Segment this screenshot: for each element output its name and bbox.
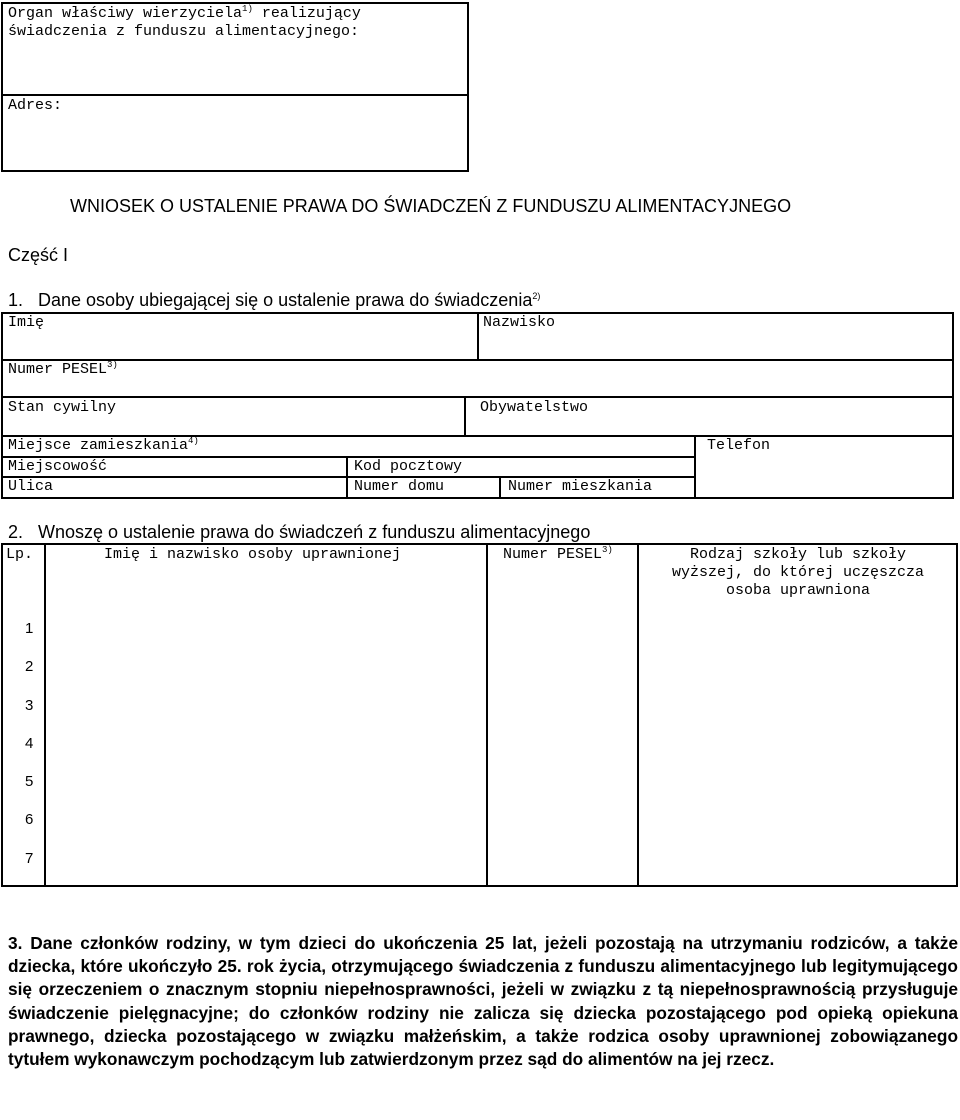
row-divider-1 <box>1 359 954 361</box>
row-divider-2 <box>1 396 954 398</box>
form-title: WNIOSEK O USTALENIE PRAWA DO ŚWIADCZEŃ Z FUNDUSZU ALIMENTACYJNEGO <box>70 196 792 216</box>
apartment-number-label: Numer mieszkania <box>508 478 653 495</box>
row-number: 2 <box>25 658 34 675</box>
row-number: 7 <box>25 850 34 867</box>
phone-label: Telefon <box>707 437 771 454</box>
col-header-school-1: Rodzaj szkoły lub szkoły <box>689 546 907 563</box>
marital-status-label: Stan cywilny <box>8 399 117 416</box>
pesel-label: Numer PESEL$^{3)}$ <box>8 360 118 378</box>
organ-box-divider <box>1 94 469 96</box>
col-header-school-3: osoba uprawniona <box>725 582 871 599</box>
section2-heading: 2. Wnoszę o ustalenie prawa do świadczeń z funduszu alimentacyjnego <box>8 522 591 542</box>
part-label: Część I <box>8 245 69 265</box>
row-number: 3 <box>25 697 34 714</box>
section3-paragraph: 3. Dane członków rodziny, w tym dzieci do ukończenia 25 lat, jeżeli pozostają na utrzymaniu rodziców, a także dziecka, które ukończyło 25. rok życia, otrzymującego świadczenia z funduszu alimentacyjnego lub legitymującego się orzeczeniem o znacznym stopniu niepełnosprawności, jeżeli w związku z tą niepełnosprawnością przysługuje świadczenie pielęgnacyjne; do członków rodziny nie zalicza się dziecka pozostającego pod opieką opiekuna prawnego, dziecka pozostającego w związku małżeńskim, a także rodzica osoby uprawnionej zobowiązanego tytułem wykonawczym pochodzącym lub zatwierdzonym przez sąd do alimentów na jej rzecz. <box>8 933 958 1070</box>
row-number: 6 <box>25 811 34 828</box>
postal-divider <box>346 456 348 499</box>
phone-divider <box>694 435 696 499</box>
citizenship-label: Obywatelstwo <box>480 399 589 416</box>
apartment-divider <box>499 476 501 499</box>
col-header-name: Imię i nazwisko osoby uprawnionej <box>104 546 402 563</box>
first-name-label: Imię <box>8 314 45 331</box>
row-number: 1 <box>25 620 34 637</box>
row-number: 4 <box>25 735 34 752</box>
house-number-label: Numer domu <box>354 478 445 495</box>
col-divider-pesel <box>486 543 488 887</box>
address-label: Adres: <box>8 97 63 114</box>
organ-label-line1: Organ właściwy wierzyciela$^{1)}$ realizujący <box>8 4 361 22</box>
col-header-school-2: wyższej, do której uczęszcza <box>671 564 925 581</box>
residence-label: Miejsce zamieszkania$^{4)}$ <box>8 436 199 454</box>
col-header-lp: Lp. <box>6 546 34 563</box>
street-label: Ulica <box>8 478 54 495</box>
last-name-label: Nazwisko <box>483 314 556 331</box>
city-label: Miejscowość <box>8 458 108 475</box>
row-number: 5 <box>25 773 34 790</box>
organ-label-line2: świadczenia z funduszu alimentacyjnego: <box>8 23 360 40</box>
col-divider-lp <box>44 543 46 887</box>
col-header-pesel: Numer PESEL$^{3)}$ <box>503 545 613 563</box>
postal-code-label: Kod pocztowy <box>354 458 463 475</box>
name-divider <box>477 312 479 360</box>
section1-heading: 1. Dane osoby ubiegającej się o ustalenie prawa do świadczenia$^{2)}$ <box>8 290 541 310</box>
citizenship-divider <box>464 396 466 436</box>
